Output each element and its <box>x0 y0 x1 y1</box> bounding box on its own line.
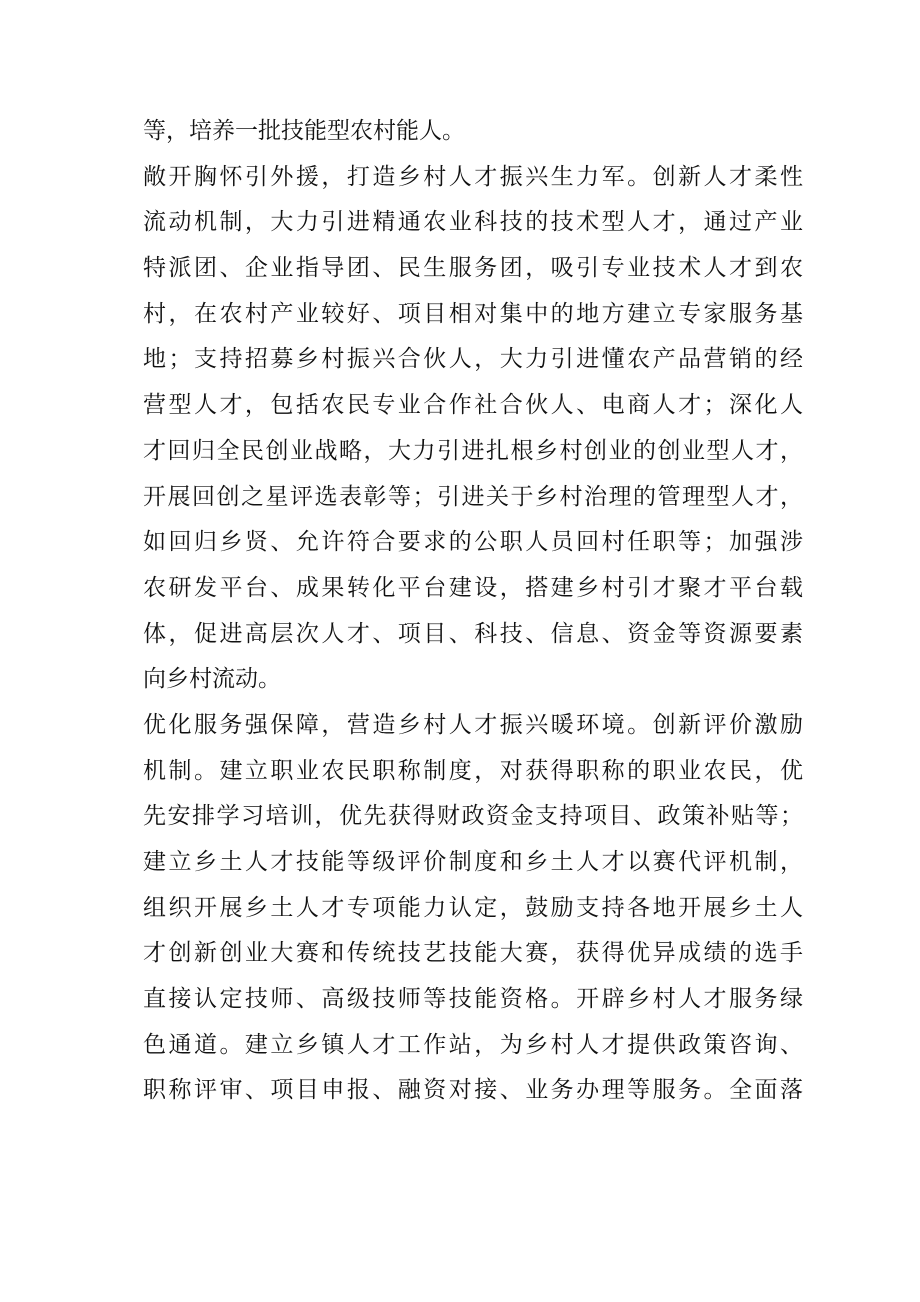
text-line: 流动机制，大力引进精通农业科技的技术型人才，通过产业 <box>143 209 803 236</box>
text-line: 才创新创业大赛和传统技艺技能大赛，获得优异成绩的选手 <box>143 940 803 967</box>
text-line: 等，培养一批技能型农村能人。 <box>143 118 465 144</box>
text-line: 建立乡土人才技能等级评价制度和乡土人才以赛代评机制， <box>143 849 803 875</box>
text-line: 向乡村流动。 <box>143 666 281 693</box>
text-line: 敞开胸怀引外援，打造乡村人才振兴生力军。创新人才柔性 <box>143 163 803 190</box>
body-text <box>143 109 803 1114</box>
text-line: 农研发平台、成果转化平台建设，搭建乡村引才聚才平台载 <box>143 574 803 601</box>
text-line: 先安排学习培训，优先获得财政资金支持项目、政策补贴等； <box>143 803 803 830</box>
text-line: 营型人才，包括农民专业合作社合伙人、电商人才；深化人 <box>143 392 803 419</box>
text-line: 优化服务强保障，营造乡村人才振兴暖环境。创新评价激励 <box>143 711 803 738</box>
text-line: 如回归乡贤、允许符合要求的公职人员回村任职等；加强涉 <box>143 529 803 556</box>
text-line: 村，在农村产业较好、项目相对集中的地方建立专家服务基 <box>143 300 803 327</box>
text-line: 特派团、企业指导团、民生服务团，吸引专业技术人才到农 <box>143 255 803 282</box>
text-line: 地；支持招募乡村振兴合伙人，大力引进懂农产品营销的经 <box>143 346 803 373</box>
text-line: 直接认定技师、高级技师等技能资格。开辟乡村人才服务绿 <box>143 986 803 1013</box>
text-line: 组织开展乡土人才专项能力认定，鼓励支持各地开展乡土人 <box>143 894 803 921</box>
text-line: 机制。建立职业农民职称制度，对获得职称的职业农民，优 <box>143 757 803 784</box>
text-line: 职称评审、项目申报、融资对接、业务办理等服务。全面落 <box>143 1077 803 1104</box>
text-line: 开展回创之星评选表彰等；引进关于乡村治理的管理型人才， <box>143 483 803 510</box>
text-line: 才回归全民创业战略，大力引进扎根乡村创业的创业型人才， <box>143 437 803 464</box>
text-line: 色通道。建立乡镇人才工作站，为乡村人才提供政策咨询、 <box>143 1031 803 1058</box>
text-line: 体，促进高层次人才、项目、科技、信息、资金等资源要素 <box>143 620 803 647</box>
